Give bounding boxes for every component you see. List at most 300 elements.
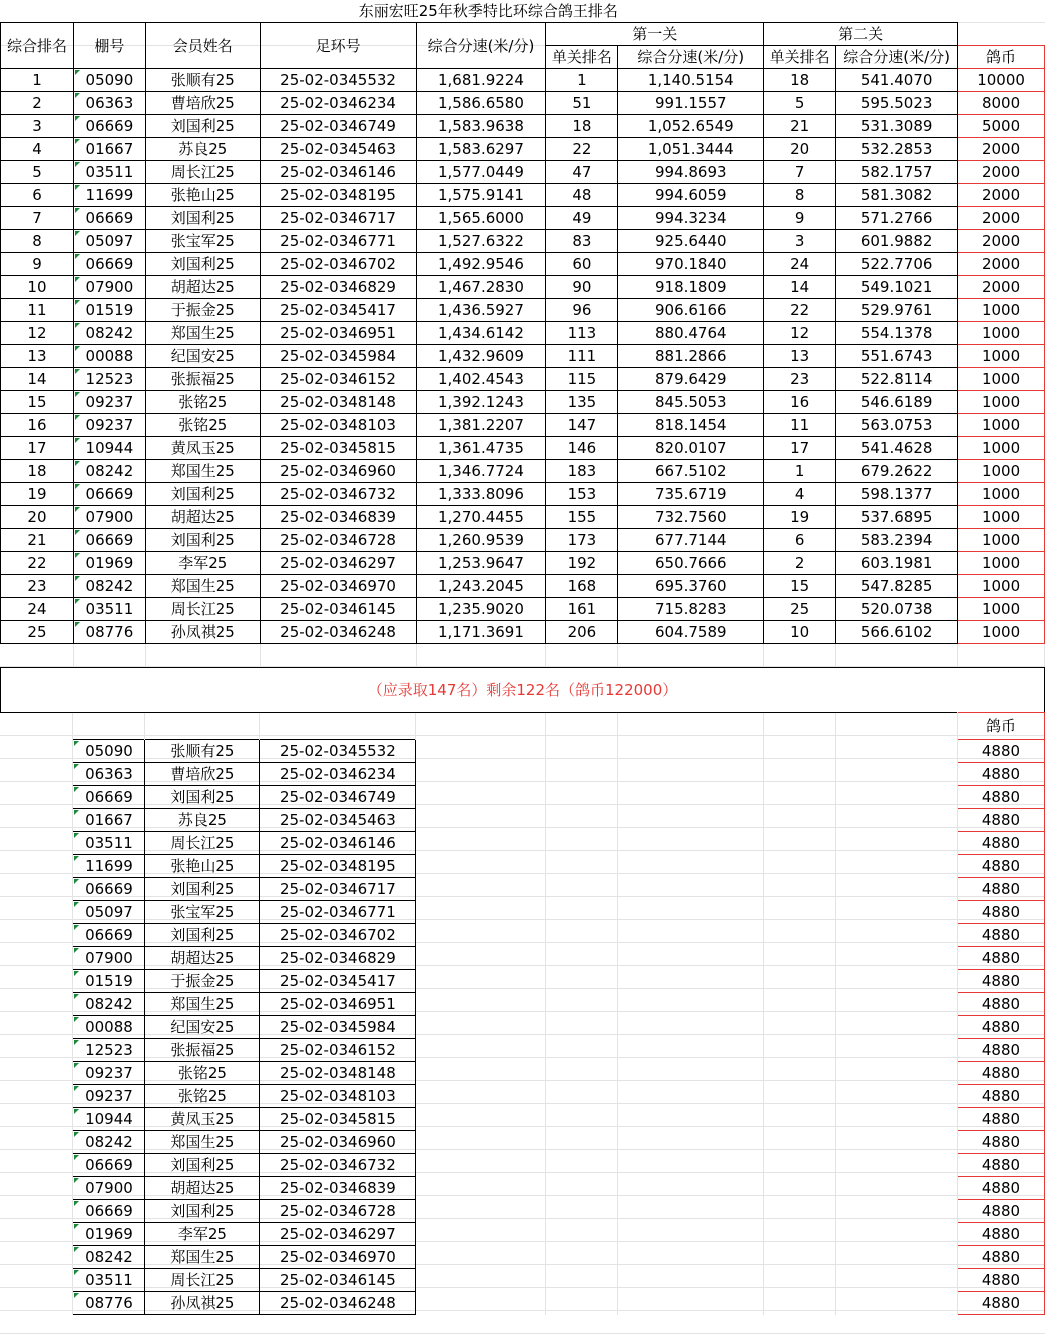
cell-coins: 2000 <box>958 253 1045 276</box>
cell-stage1-speed: 906.6166 <box>618 299 764 322</box>
cell-member: 刘国利25 <box>145 483 260 506</box>
blank-cell <box>0 947 73 970</box>
cell-stage1-speed: 695.3760 <box>618 575 764 598</box>
cell-member: 李军25 <box>145 1223 260 1246</box>
cell-loft: 05090 <box>73 740 145 763</box>
blank-cell <box>764 786 836 809</box>
blank-cell <box>764 1062 836 1085</box>
blank-cell <box>546 924 618 947</box>
header-stage1-rank: 单关排名 <box>546 46 618 69</box>
blank-cell <box>0 713 73 740</box>
blank-cell <box>836 1016 958 1039</box>
cell-rank: 11 <box>1 299 74 322</box>
cell-stage1-speed: 994.6059 <box>618 184 764 207</box>
blank-cell <box>0 1039 73 1062</box>
cell-loft: 05097 <box>73 901 145 924</box>
cell-stage2-speed: 547.8285 <box>836 575 958 598</box>
cell-ring: 25-02-0346297 <box>260 552 416 575</box>
cell-stage2-rank: 13 <box>764 345 836 368</box>
cell-loft: 01969 <box>73 1223 145 1246</box>
cell-ring: 25-02-0348195 <box>260 184 416 207</box>
cell-stage2-rank: 19 <box>764 506 836 529</box>
cell-loft: 08776 <box>73 621 145 644</box>
blank-cell <box>618 740 764 763</box>
blank-cell <box>0 901 73 924</box>
blank-cell <box>0 1062 73 1085</box>
cell-stage1-speed: 1,140.5154 <box>618 69 764 92</box>
cell-ring: 25-02-0345463 <box>260 809 416 832</box>
table-row <box>1 460 1045 483</box>
cell-member: 郑国生25 <box>145 1246 260 1269</box>
cell-stage2-speed: 541.4628 <box>836 437 958 460</box>
cell-coins: 8000 <box>958 92 1045 115</box>
payout-table <box>0 712 1045 1315</box>
cell-speed: 1,527.6322 <box>416 230 546 253</box>
cell-loft: 09237 <box>73 414 145 437</box>
cell-member: 周长江25 <box>145 832 260 855</box>
cell-coins: 2000 <box>958 207 1045 230</box>
blank-cell <box>1 644 74 667</box>
table-row <box>0 970 1045 993</box>
header-loft: 棚号 <box>73 23 145 69</box>
cell-stage2-speed: 549.1021 <box>836 276 958 299</box>
blank-cell <box>546 786 618 809</box>
blank-cell <box>0 878 73 901</box>
blank-cell <box>836 970 958 993</box>
cell-stage1-speed: 818.1454 <box>618 414 764 437</box>
cell-loft: 06669 <box>73 924 145 947</box>
cell-ring: 25-02-0346960 <box>260 460 416 483</box>
cell-stage2-speed: 582.1757 <box>836 161 958 184</box>
cell-ring: 25-02-0346234 <box>260 92 416 115</box>
cell-rank: 24 <box>1 598 74 621</box>
blank-cell <box>764 1016 836 1039</box>
cell-member: 刘国利25 <box>145 529 260 552</box>
blank-cell <box>546 644 618 667</box>
cell-member: 胡超达25 <box>145 276 260 299</box>
cell-rank: 3 <box>1 115 74 138</box>
cell-ring: 25-02-0345417 <box>260 970 416 993</box>
blank-cell <box>618 924 764 947</box>
cell-coins: 4880 <box>957 970 1044 993</box>
cell-stage2-speed: 531.3089 <box>836 115 958 138</box>
cell-coins: 4880 <box>957 1223 1044 1246</box>
table-row <box>0 947 1045 970</box>
cell-rank: 23 <box>1 575 74 598</box>
cell-coins: 1000 <box>958 621 1045 644</box>
cell-stage1-speed: 845.5053 <box>618 391 764 414</box>
blank-cell <box>546 1085 618 1108</box>
table-row <box>0 855 1045 878</box>
cell-stage2-speed: 598.1377 <box>836 483 958 506</box>
cell-stage1-rank: 90 <box>546 276 618 299</box>
cell-speed: 1,235.9020 <box>416 598 546 621</box>
cell-stage1-speed: 994.8693 <box>618 161 764 184</box>
blank-cell <box>546 1269 618 1292</box>
blank-cell <box>764 855 836 878</box>
cell-stage2-rank: 7 <box>764 161 836 184</box>
cell-rank: 7 <box>1 207 74 230</box>
cell-speed: 1,333.8096 <box>416 483 546 506</box>
blank-cell <box>416 1269 546 1292</box>
cell-ring: 25-02-0348103 <box>260 1085 416 1108</box>
cell-ring: 25-02-0348103 <box>260 414 416 437</box>
cell-rank: 17 <box>1 437 74 460</box>
blank-cell <box>836 1085 958 1108</box>
blank-cell <box>764 1177 836 1200</box>
cell-member: 郑国生25 <box>145 575 260 598</box>
blank-cell <box>836 1223 958 1246</box>
cell-loft: 01519 <box>73 299 145 322</box>
cell-member: 于振金25 <box>145 299 260 322</box>
cell-speed: 1,361.4735 <box>416 437 546 460</box>
cell-stage1-speed: 677.7144 <box>618 529 764 552</box>
cell-member: 刘国利25 <box>145 786 260 809</box>
cell-speed: 1,434.6142 <box>416 322 546 345</box>
blank-cell <box>836 786 958 809</box>
cell-stage2-speed: 532.2853 <box>836 138 958 161</box>
cell-ring: 25-02-0345815 <box>260 437 416 460</box>
cell-loft: 01969 <box>73 552 145 575</box>
cell-coins: 4880 <box>957 901 1044 924</box>
cell-stage2-rank: 21 <box>764 115 836 138</box>
cell-stage2-rank: 16 <box>764 391 836 414</box>
blank-cell <box>546 1200 618 1223</box>
cell-loft: 08242 <box>73 993 145 1016</box>
blank-cell <box>546 1016 618 1039</box>
cell-ring: 25-02-0346717 <box>260 207 416 230</box>
blank-cell <box>618 901 764 924</box>
blank-cell <box>618 970 764 993</box>
cell-coins: 10000 <box>958 69 1045 92</box>
cell-loft: 08242 <box>73 575 145 598</box>
cell-stage2-rank: 24 <box>764 253 836 276</box>
cell-ring: 25-02-0346970 <box>260 575 416 598</box>
cell-ring: 25-02-0346152 <box>260 1039 416 1062</box>
blank-cell <box>764 1039 836 1062</box>
blank-cell <box>618 1246 764 1269</box>
cell-stage1-rank: 47 <box>546 161 618 184</box>
cell-coins: 1000 <box>958 460 1045 483</box>
cell-loft: 06363 <box>73 92 145 115</box>
cell-member: 胡超达25 <box>145 1177 260 1200</box>
table-row <box>0 1246 1045 1269</box>
blank-cell <box>836 924 958 947</box>
cell-member: 刘国利25 <box>145 1200 260 1223</box>
cell-coins: 4880 <box>957 1085 1044 1108</box>
blank-cell <box>764 993 836 1016</box>
cell-coins: 1000 <box>958 506 1045 529</box>
table-row <box>1 483 1045 506</box>
cell-stage1-speed: 918.1809 <box>618 276 764 299</box>
blank-cell <box>416 947 546 970</box>
header-speed: 综合分速(米/分) <box>416 23 546 69</box>
cell-coins: 4880 <box>957 878 1044 901</box>
blank-cell <box>836 1292 958 1315</box>
blank-cell <box>618 1269 764 1292</box>
cell-loft: 10944 <box>73 437 145 460</box>
blank-cell <box>416 786 546 809</box>
table-row <box>1 184 1045 207</box>
cell-speed: 1,171.3691 <box>416 621 546 644</box>
blank-cell <box>618 713 764 740</box>
cell-coins: 4880 <box>957 1108 1044 1131</box>
cell-ring: 25-02-0346152 <box>260 368 416 391</box>
header-ring: 足环号 <box>260 23 416 69</box>
cell-stage1-rank: 173 <box>546 529 618 552</box>
blank-cell <box>764 1085 836 1108</box>
blank-cell <box>0 1292 73 1315</box>
cell-stage2-speed: 566.6102 <box>836 621 958 644</box>
cell-loft: 05090 <box>73 69 145 92</box>
table-row <box>0 1269 1045 1292</box>
blank-cell <box>618 1200 764 1223</box>
table-row <box>0 878 1045 901</box>
blank-cell <box>958 644 1045 667</box>
table-row <box>0 924 1045 947</box>
blank-cell <box>764 1154 836 1177</box>
cell-rank: 2 <box>1 92 74 115</box>
cell-loft: 06669 <box>73 253 145 276</box>
cell-rank: 12 <box>1 322 74 345</box>
cell-speed: 1,436.5927 <box>416 299 546 322</box>
cell-member: 周长江25 <box>145 598 260 621</box>
cell-coins: 4880 <box>957 809 1044 832</box>
blank-cell <box>836 713 958 740</box>
cell-rank: 19 <box>1 483 74 506</box>
blank-cell <box>836 1154 958 1177</box>
cell-stage2-rank: 4 <box>764 483 836 506</box>
cell-speed: 1,392.1243 <box>416 391 546 414</box>
cell-ring: 25-02-0346960 <box>260 1131 416 1154</box>
cell-coins: 1000 <box>958 552 1045 575</box>
blank-cell <box>764 901 836 924</box>
cell-ring: 25-02-0345815 <box>260 1108 416 1131</box>
blank-cell <box>0 1154 73 1177</box>
blank-cell <box>546 1292 618 1315</box>
blank-cell <box>764 1246 836 1269</box>
cell-loft: 08242 <box>73 460 145 483</box>
blank-cell <box>416 924 546 947</box>
table-row <box>0 993 1045 1016</box>
cell-stage2-rank: 17 <box>764 437 836 460</box>
blank-cell <box>764 1131 836 1154</box>
cell-stage1-rank: 115 <box>546 368 618 391</box>
blank-cell <box>416 713 546 740</box>
blank-cell <box>618 855 764 878</box>
blank-cell <box>416 1223 546 1246</box>
cell-loft: 01667 <box>73 809 145 832</box>
blank-cell <box>546 713 618 740</box>
blank-cell <box>836 1108 958 1131</box>
cell-stage1-speed: 880.4764 <box>618 322 764 345</box>
table-row <box>1 598 1045 621</box>
cell-stage2-speed: 546.6189 <box>836 391 958 414</box>
cell-ring: 25-02-0345532 <box>260 740 416 763</box>
cell-ring: 25-02-0346234 <box>260 763 416 786</box>
cell-loft: 05097 <box>73 230 145 253</box>
table-row <box>1 253 1045 276</box>
cell-member: 纪国安25 <box>145 1016 260 1039</box>
cell-coins: 1000 <box>958 322 1045 345</box>
table-row <box>0 763 1045 786</box>
blank-cell <box>764 832 836 855</box>
blank-cell <box>416 1085 546 1108</box>
table-row <box>1 368 1045 391</box>
cell-member: 张铭25 <box>145 391 260 414</box>
blank-cell <box>0 1246 73 1269</box>
cell-ring: 25-02-0346829 <box>260 947 416 970</box>
header-coins: 鸽币 <box>958 46 1045 69</box>
table-row <box>1 575 1045 598</box>
cell-loft: 06363 <box>73 763 145 786</box>
cell-member: 胡超达25 <box>145 947 260 970</box>
table-row <box>0 1085 1045 1108</box>
blank-cell <box>546 1246 618 1269</box>
table-row <box>0 1154 1045 1177</box>
blank-cell <box>546 993 618 1016</box>
blank-cell <box>416 1108 546 1131</box>
cell-member: 刘国利25 <box>145 1154 260 1177</box>
cell-ring: 25-02-0346829 <box>260 276 416 299</box>
cell-loft: 08242 <box>73 322 145 345</box>
header-stage1-speed: 综合分速(米/分) <box>618 46 764 69</box>
cell-member: 张宝军25 <box>145 901 260 924</box>
cell-ring: 25-02-0346145 <box>260 598 416 621</box>
cell-loft: 07900 <box>73 276 145 299</box>
cell-rank: 1 <box>1 69 74 92</box>
cell-member: 张铭25 <box>145 1062 260 1085</box>
cell-coins: 2000 <box>958 184 1045 207</box>
cell-coins: 1000 <box>958 529 1045 552</box>
cell-ring: 25-02-0348148 <box>260 391 416 414</box>
blank-cell <box>836 1062 958 1085</box>
blank-cell <box>764 763 836 786</box>
sheet-title: 东丽宏旺25年秋季特比环综合鸽王排名 <box>1 0 618 23</box>
cell-stage2-speed: 571.2766 <box>836 207 958 230</box>
table-row <box>0 901 1045 924</box>
blank-cell <box>836 993 958 1016</box>
cell-member: 郑国生25 <box>145 993 260 1016</box>
table-row <box>1 299 1045 322</box>
cell-coins: 4880 <box>957 832 1044 855</box>
cell-ring: 25-02-0346771 <box>260 230 416 253</box>
blank-cell <box>764 970 836 993</box>
cell-stage2-rank: 14 <box>764 276 836 299</box>
cell-coins: 1000 <box>958 437 1045 460</box>
blank-cell <box>764 1108 836 1131</box>
cell-stage2-rank: 10 <box>764 621 836 644</box>
table-row <box>0 1292 1045 1315</box>
blank-cell <box>618 1085 764 1108</box>
cell-coins: 1000 <box>958 345 1045 368</box>
table-row <box>1 69 1045 92</box>
cell-loft: 03511 <box>73 161 145 184</box>
blank-cell <box>764 809 836 832</box>
header-stage2-rank: 单关排名 <box>764 46 836 69</box>
blank-cell <box>618 1108 764 1131</box>
blank-cell <box>546 1154 618 1177</box>
cell-loft: 01519 <box>73 970 145 993</box>
blank-cell <box>836 855 958 878</box>
cell-ring: 25-02-0345984 <box>260 345 416 368</box>
cell-stage2-rank: 5 <box>764 92 836 115</box>
cell-stage1-rank: 146 <box>546 437 618 460</box>
cell-loft: 06669 <box>73 1200 145 1223</box>
cell-stage1-speed: 820.0107 <box>618 437 764 460</box>
cell-member: 郑国生25 <box>145 322 260 345</box>
cell-stage2-rank: 20 <box>764 138 836 161</box>
summary-banner: （应录取147名）剩余122名（鸽币122000） <box>0 667 1045 713</box>
blank-cell <box>0 924 73 947</box>
cell-stage2-rank: 23 <box>764 368 836 391</box>
cell-coins: 1000 <box>958 575 1045 598</box>
cell-ring: 25-02-0346145 <box>260 1269 416 1292</box>
blank-cell <box>836 1269 958 1292</box>
blank-cell <box>0 855 73 878</box>
cell-rank: 15 <box>1 391 74 414</box>
cell-loft: 07900 <box>73 947 145 970</box>
blank-cell <box>0 832 73 855</box>
blank-cell <box>764 644 836 667</box>
blank-cell <box>416 644 546 667</box>
cell-member: 苏良25 <box>145 809 260 832</box>
blank-cell <box>836 809 958 832</box>
cell-loft: 12523 <box>73 1039 145 1062</box>
blank-cell <box>416 809 546 832</box>
blank-cell <box>416 1062 546 1085</box>
cell-stage2-speed: 520.0738 <box>836 598 958 621</box>
cell-member: 刘国利25 <box>145 207 260 230</box>
blank-cell <box>618 947 764 970</box>
cell-loft: 12523 <box>73 368 145 391</box>
cell-member: 张顺有25 <box>145 740 260 763</box>
blank-cell <box>618 809 764 832</box>
cell-coins: 4880 <box>957 1154 1044 1177</box>
blank-cell <box>618 993 764 1016</box>
cell-ring: 25-02-0346728 <box>260 1200 416 1223</box>
table-row <box>0 1223 1045 1246</box>
blank-cell <box>836 1131 958 1154</box>
blank-cell <box>145 644 260 667</box>
blank-cell <box>546 1039 618 1062</box>
blank-cell <box>836 901 958 924</box>
cell-member: 张铭25 <box>145 1085 260 1108</box>
blank-cell <box>416 1177 546 1200</box>
blank-cell <box>73 644 145 667</box>
cell-rank: 5 <box>1 161 74 184</box>
cell-member: 孙凤祺25 <box>145 1292 260 1315</box>
cell-loft: 09237 <box>73 1085 145 1108</box>
cell-stage1-speed: 925.6440 <box>618 230 764 253</box>
cell-coins: 4880 <box>957 1062 1044 1085</box>
cell-coins: 4880 <box>957 855 1044 878</box>
cell-stage1-rank: 60 <box>546 253 618 276</box>
cell-stage2-speed: 679.2622 <box>836 460 958 483</box>
cell-loft: 06669 <box>73 207 145 230</box>
blank-cell <box>0 1223 73 1246</box>
cell-ring: 25-02-0345417 <box>260 299 416 322</box>
title-spacer <box>618 0 1045 23</box>
cell-coins: 4880 <box>957 1039 1044 1062</box>
blank-cell <box>764 713 836 740</box>
cell-member: 黄凤玉25 <box>145 1108 260 1131</box>
cell-stage1-rank: 96 <box>546 299 618 322</box>
cell-member: 纪国安25 <box>145 345 260 368</box>
cell-rank: 22 <box>1 552 74 575</box>
blank-cell <box>836 1039 958 1062</box>
blank-cell <box>260 644 416 667</box>
